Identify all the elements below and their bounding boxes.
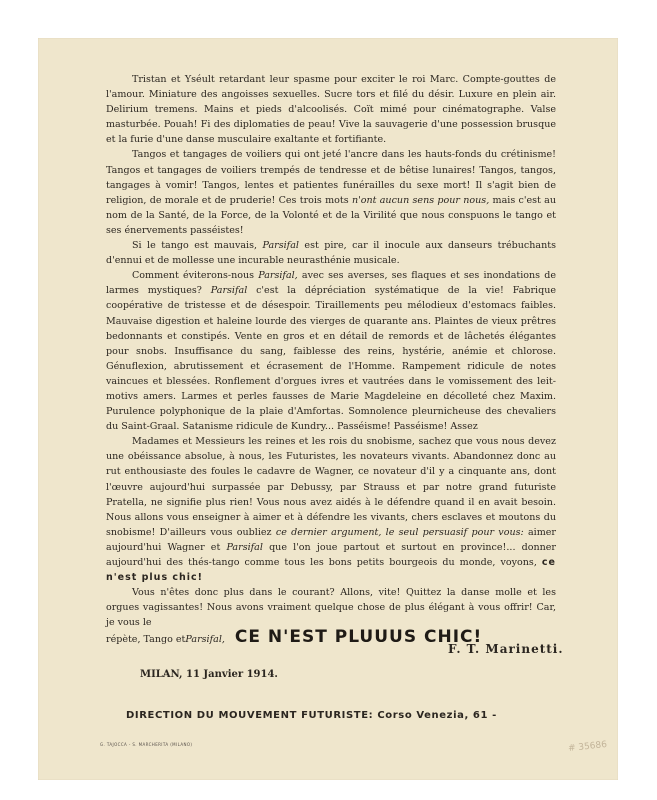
inventory-mark: # 35686	[567, 739, 608, 755]
emphasis: Parsifal,	[185, 634, 225, 646]
printer-credit: G. TAJOCCA - S. MARCHERITA (MILANO)	[100, 742, 193, 747]
closing-line: répète, Tango et Parsifal, CE N'EST PLUUUS CHIC!	[106, 627, 483, 648]
emphasis: Parsifal	[226, 541, 263, 553]
direction-address: DIRECTION DU MOUVEMENT FUTURISTE: Corso Venezia, 61 -	[126, 710, 497, 721]
emphasis: Parsifal	[262, 240, 299, 252]
manifesto-body	[106, 72, 556, 648]
spaced-emphasis: ce n'est plus chic!	[106, 557, 556, 584]
paragraph-6: Vous n'êtes donc plus dans le courant? Allons, vite! Quittez la danse molle et les orgues vagissantes! Nous avons vraiment quelque chose de plus élégant à vous offrir! Car, je vous le	[106, 587, 556, 629]
paragraph-2: Tangos et tangages de voiliers qui ont jeté l'ancre dans les hauts-fonds du crétinisme! Tangos et tangages de voiliers trempés de tendresse et de bêtise lunaires! Tangos, tangos, tangages à vomir! Tangos, lentes et patientes funérailles du sexe mort! Il s'agit bien de religion, de morale et de pruderie! Ces trois mots n'ont aucun sens pour nous, mais c'est au nom de la Santé, de la Force, de la Volonté et de la Virilité que nous conspuons le tango et ses énervements passéistes!	[106, 149, 557, 236]
dateline: MILAN, 11 Janvier 1914.	[140, 669, 278, 680]
author-signature: F. T. Marinetti.	[448, 642, 564, 656]
paragraph-5: Madames et Messieurs les reines et les rois du snobisme, sachez que vous nous devez une obéissance absolue, à nous, les Futuristes, les novateurs vivants. Abandonnez donc au rut enthousiaste des foules le cadavre de Wagner, ce novateur d'il y a cinquante ans, dont l'œuvre aujourd'hui surpassée par Debussy, par Strauss et par notre grand futuriste Pratella, ne signifie plus rien! Vous nous avez aidés à le défendre quand il en avait besoin. Nous allons vous enseigner à aimer et à défendre les vivants, chers esclaves et moutons du snobisme! D'ailleurs vous oubliez ce dernier argument, le seul persuasif pour vous: aimer aujourd'hui Wagner et Parsifal que l'on joue partout et surtout en province!... donner aujourd'hui des thés-tango comme tous les bons petits bourgeois du monde, voyons, ce n'est plus chic!	[106, 436, 557, 584]
emphasis: Parsifal	[210, 285, 248, 297]
paragraph-4: Comment éviterons-nous Parsifal, avec ses averses, ses flaques et ses inondations de larmes mystiques? Parsifal c'est la dépréciation systématique de la vie! Fabrique coopérative de tristesse et de désespoir. Tiraillements peu mélodieux d'estomacs faibles. Mauvaise digestion et haleine lourde des vierges de quarante ans. Plaintes de vieux prêtres bedonnants et constipés. Vente en gros et en détail de remords et de lâchetés élégantes pour snobs. Insuffisance du sang, faiblesse des reins, hystérie, anémie et chlorose. Génuflexion, abrutissement et écrasement de l'Homme. Rampement ridicule de notes vaincues et blessées. Ronflement d'orgues ivres et vautrées dans le vomissement des leit-motivs amers. Larmes et perles fausses de Marie Magdeleine en décolleté chez Maxim. Purulence polyphonique de la plaie d'Amfortas. Somnolence pleurnicheuse des chevaliers du Saint-Graal. Satanisme ridicule de Kundry... Passéisme! Passéisme! Assez	[106, 270, 556, 433]
emphasis: ce dernier argument, le seul persuasif pour vous:	[275, 526, 524, 538]
paragraph-3: Si le tango est mauvais, Parsifal est pire, car il inocule aux danseurs trébuchants d'ennui et de mollesse une incurable neurasthénie musicale.	[106, 240, 557, 267]
closing-slogan: CE N'EST PLUUUS CHIC!	[234, 627, 483, 648]
emphasis: n'ont aucun sens pour nous,	[351, 194, 490, 206]
emphasis: Parsifal,	[258, 270, 298, 282]
paragraph-1: Tristan et Yséult retardant leur spasme pour exciter le roi Marc. Compte-gouttes de l'amour. Miniature des angoisses sexuelles. Sucre tors et filé du désir. Luxure en plein air. Delirium tremens. Mains et pieds d'alcoolisés. Coït mimé pour cinématographe. Valse masturbée. Pouah! Fi des diplomaties de peau! Vive la sauvagerie d'une possession brusque et la furie d'une danse musculaire exaltante et fortifiante.	[106, 74, 556, 146]
